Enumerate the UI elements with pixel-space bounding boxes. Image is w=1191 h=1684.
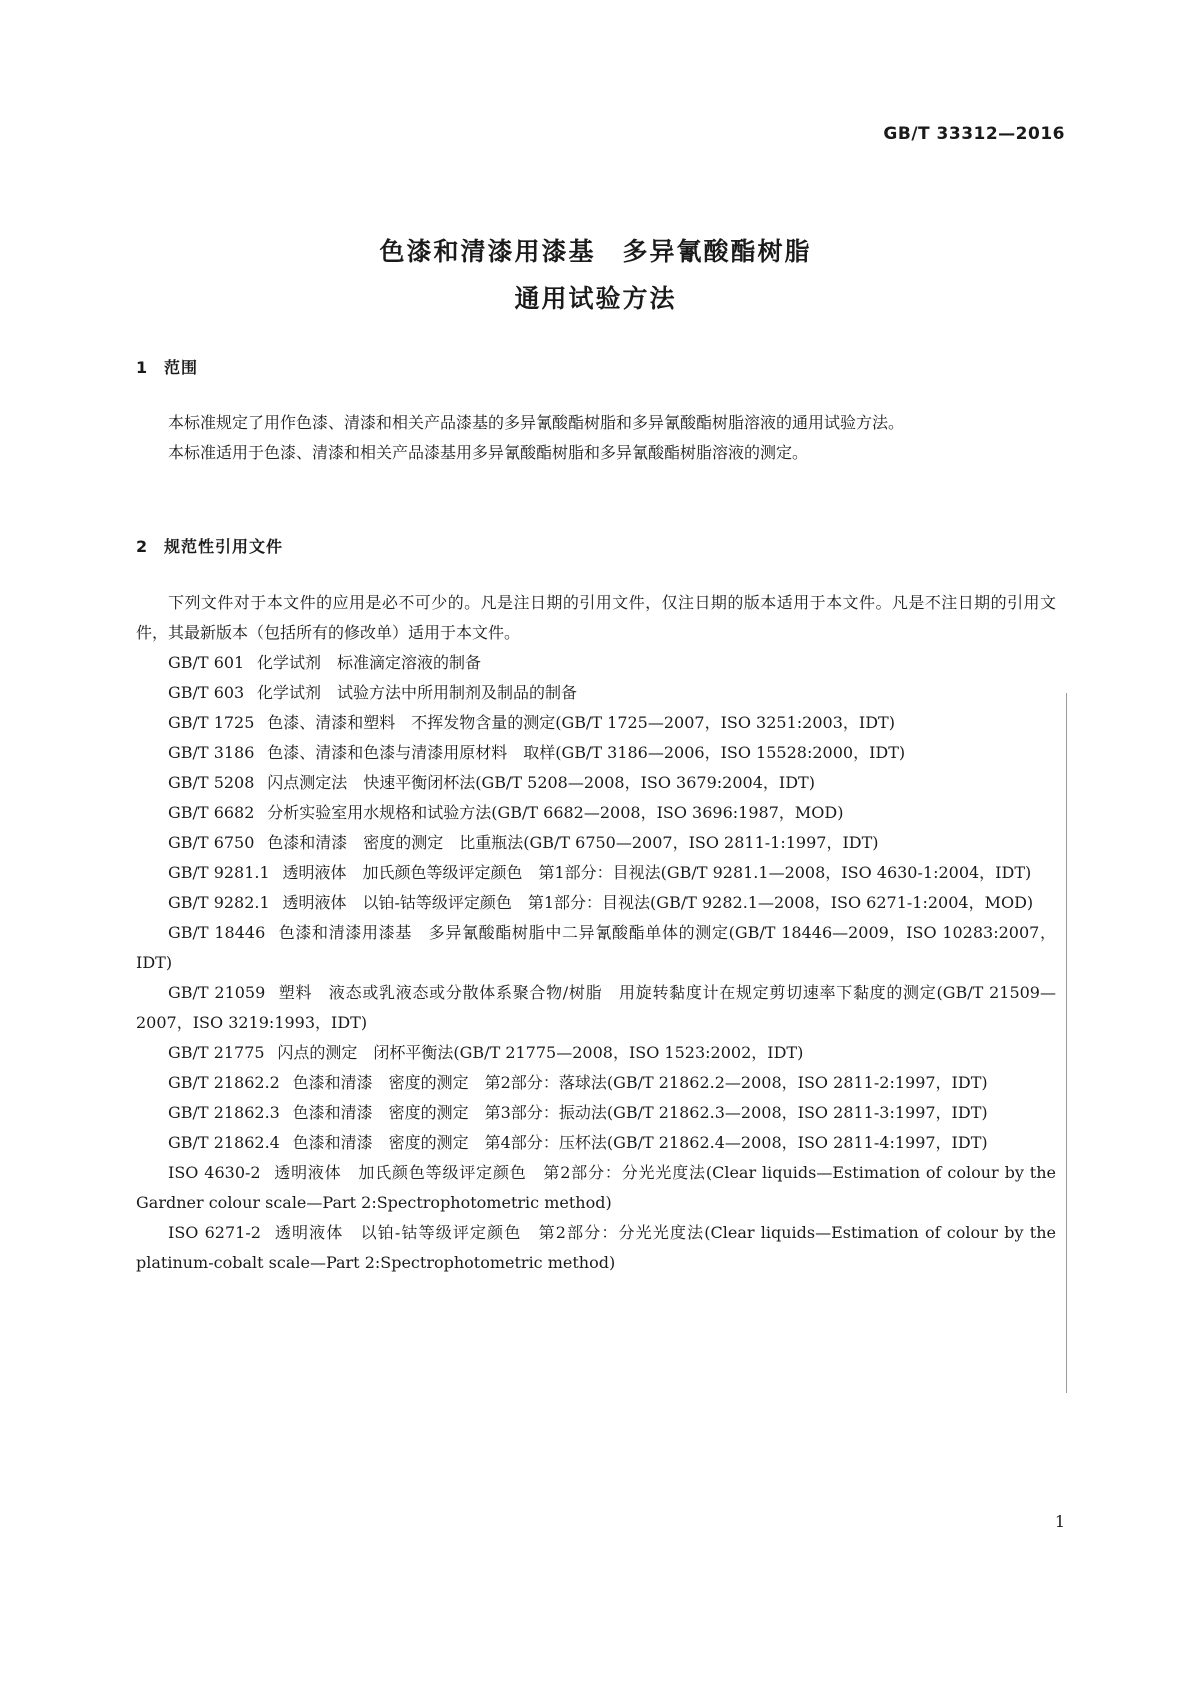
reference-title: 塑料 液态或乳液态或分散体系聚合物/树脂 用旋转黏度计在规定剪切速率下黏度的测定(GB/T 21509—2007，ISO 3219:1993，IDT)	[136, 983, 1056, 1032]
reference-title: 色漆、清漆和塑料 不挥发物含量的测定(GB/T 1725—2007，ISO 3251:2003，IDT)	[267, 713, 895, 732]
reference-item	[136, 798, 1056, 828]
reference-code: GB/T 21059	[168, 983, 266, 1002]
reference-title: 透明液体 以铂-钴等级评定颜色 第1部分：目视法(GB/T 9282.1—2008，ISO 6271-1:2004，MOD)	[282, 893, 1034, 912]
reference-item	[136, 648, 1056, 678]
reference-title: 分析实验室用水规格和试验方法(GB/T 6682—2008，ISO 3696:1987，MOD)	[267, 803, 844, 822]
paragraph: 本标准规定了用作色漆、清漆和相关产品漆基的多异氰酸酯树脂和多异氰酸酯树脂溶液的通用试验方法。	[168, 413, 905, 432]
reference-item	[136, 828, 1056, 858]
reference-item	[136, 1158, 1056, 1218]
reference-code: GB/T 6682	[168, 803, 255, 822]
page-number: 1	[1054, 1512, 1065, 1531]
reference-code: GB/T 1725	[168, 713, 255, 732]
reference-code: GB/T 18446	[168, 923, 266, 942]
reference-code: GB/T 6750	[168, 833, 255, 852]
reference-item	[136, 888, 1056, 918]
reference-item	[136, 708, 1056, 738]
reference-title: 色漆和清漆 密度的测定 第2部分：落球法(GB/T 21862.2—2008，ISO 2811-2:1997，IDT)	[292, 1073, 988, 1092]
margin-change-bar	[1066, 693, 1067, 1393]
paragraph: 下列文件对于本文件的应用是必不可少的。凡是注日期的引用文件，仅注日期的版本适用于本文件。凡是不注日期的引用文件，其最新版本（包括所有的修改单）适用于本文件。	[136, 593, 1056, 642]
paragraph: 本标准适用于色漆、清漆和相关产品漆基用多异氰酸酯树脂和多异氰酸酯树脂溶液的测定。	[168, 443, 809, 462]
reference-item	[136, 768, 1056, 798]
section-number: 1	[136, 358, 149, 377]
reference-item	[136, 738, 1056, 768]
section-title: 规范性引用文件	[164, 537, 284, 556]
reference-title: 闪点的测定 闭杯平衡法(GB/T 21775—2008，ISO 1523:2002，IDT)	[277, 1043, 804, 1062]
reference-item	[136, 1128, 1056, 1158]
reference-code: ISO 4630-2	[168, 1163, 261, 1182]
section-2-heading	[136, 534, 283, 557]
reference-code: GB/T 21862.2	[168, 1073, 280, 1092]
reference-item	[136, 1098, 1056, 1128]
reference-code: GB/T 21775	[168, 1043, 265, 1062]
reference-title: 化学试剂 标准滴定溶液的制备	[257, 653, 482, 672]
document-title-line-2: 通用试验方法	[514, 284, 677, 313]
reference-item	[136, 678, 1056, 708]
reference-title: 色漆和清漆用漆基 多异氰酸酯树脂中二异氰酸酯单体的测定(GB/T 18446—2009，ISO 10283:2007，IDT)	[136, 923, 1056, 972]
section-title: 范围	[164, 358, 199, 377]
reference-code: GB/T 3186	[168, 743, 255, 762]
section-1-body	[136, 408, 1056, 468]
reference-item	[136, 1038, 1056, 1068]
reference-title: 化学试剂 试验方法中所用制剂及制品的制备	[257, 683, 578, 702]
reference-item	[136, 918, 1056, 978]
section-number: 2	[136, 537, 149, 556]
reference-item	[136, 858, 1056, 888]
reference-list	[136, 648, 1056, 1278]
reference-code: GB/T 603	[168, 683, 245, 702]
reference-code: GB/T 5208	[168, 773, 255, 792]
reference-title: 透明液体 加氏颜色等级评定颜色 第1部分：目视法(GB/T 9281.1—2008，ISO 4630-1:2004，IDT)	[282, 863, 1032, 882]
reference-title: 色漆和清漆 密度的测定 比重瓶法(GB/T 6750—2007，ISO 2811-1:1997，IDT)	[267, 833, 879, 852]
reference-code: GB/T 21862.3	[168, 1103, 280, 1122]
reference-item	[136, 1068, 1056, 1098]
reference-item	[136, 1218, 1056, 1278]
reference-title: 透明液体 加氏颜色等级评定颜色 第2部分：分光光度法(Clear liquids—Estimation of colour by the Gardner colour scale—Part 2:Spectrophotometric method)	[136, 1163, 1056, 1212]
reference-code: GB/T 21862.4	[168, 1133, 280, 1152]
section-1-heading	[136, 355, 198, 378]
reference-title: 闪点测定法 快速平衡闭杯法(GB/T 5208—2008，ISO 3679:2004，IDT)	[267, 773, 815, 792]
reference-code: ISO 6271-2	[168, 1223, 261, 1242]
document-title-line-1: 色漆和清漆用漆基 多异氰酸酯树脂	[379, 237, 812, 266]
reference-title: 色漆和清漆 密度的测定 第4部分：压杯法(GB/T 21862.4—2008，ISO 2811-4:1997，IDT)	[292, 1133, 988, 1152]
reference-code: GB/T 9282.1	[168, 893, 270, 912]
reference-code: GB/T 9281.1	[168, 863, 270, 882]
reference-code: GB/T 601	[168, 653, 245, 672]
reference-title: 色漆、清漆和色漆与清漆用原材料 取样(GB/T 3186—2006，ISO 15528:2000，IDT)	[267, 743, 906, 762]
section-2-body	[136, 588, 1056, 1278]
reference-title: 透明液体 以铂-钴等级评定颜色 第2部分：分光光度法(Clear liquids—Estimation of colour by the platinum-cobalt scale—Part 2:Spectrophotometric method)	[136, 1223, 1056, 1272]
standard-code: GB/T 33312—2016	[883, 124, 1065, 144]
reference-title: 色漆和清漆 密度的测定 第3部分：振动法(GB/T 21862.3—2008，ISO 2811-3:1997，IDT)	[292, 1103, 988, 1122]
reference-item	[136, 978, 1056, 1038]
